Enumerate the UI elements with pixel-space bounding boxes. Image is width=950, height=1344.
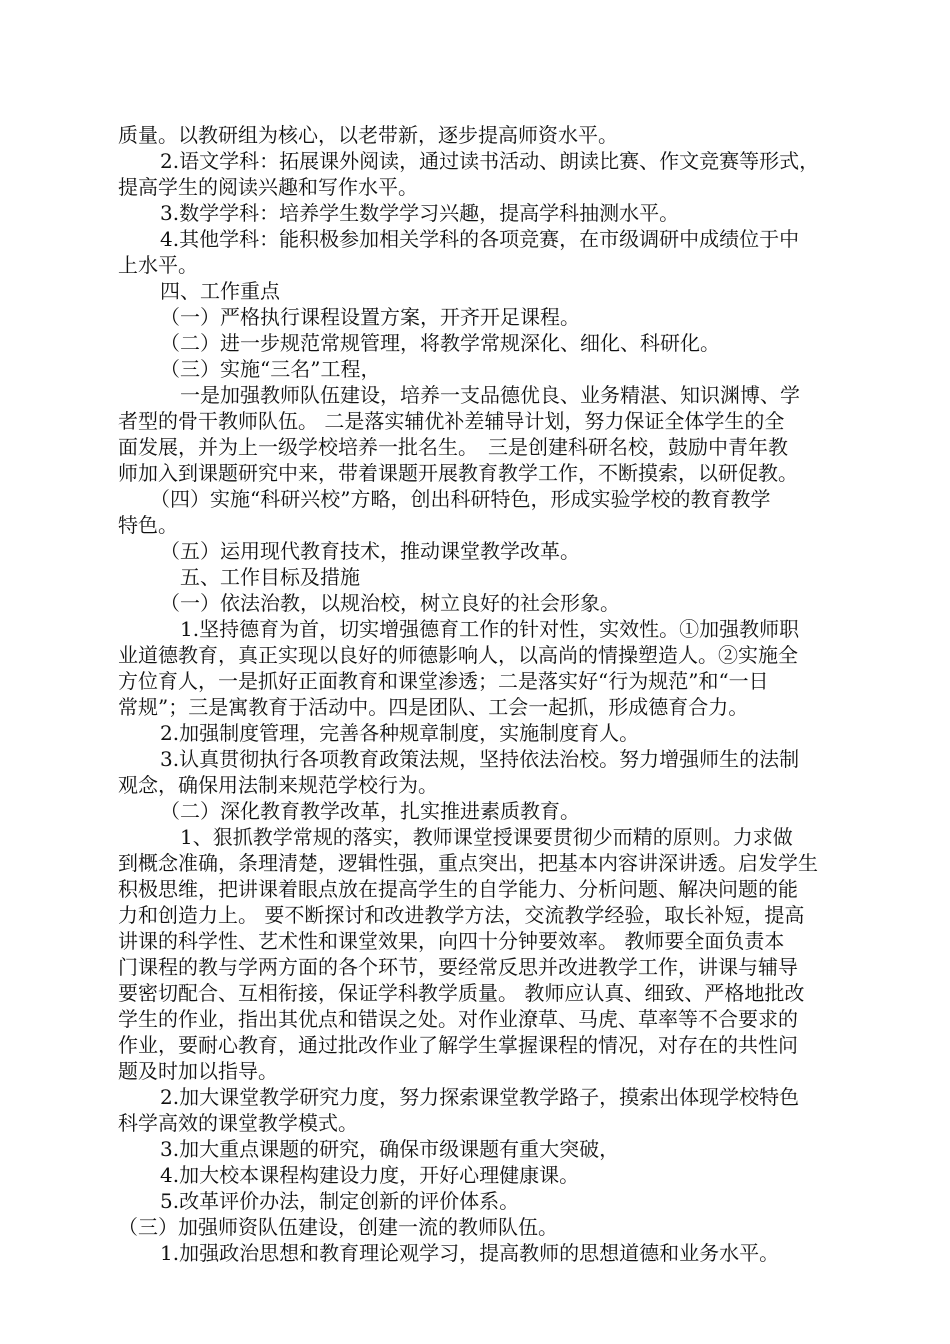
text-line: 5.改革评价办法，制定创新的评价体系。 [160,1189,520,1213]
text-line: 门课程的教与学两方面的各个环节，要经常反思并改进教学工作，讲课与辅导 [118,955,798,979]
section-heading: 五、工作目标及措施 [180,565,360,589]
text-line: 作业，要耐心教育，通过批改作业了解学生掌握课程的情况，对存在的共性问 [118,1033,798,1057]
section-heading: 四、工作重点 [160,279,280,303]
text-line: （一）依法治教，以规治校，树立良好的社会形象。 [160,591,620,615]
text-line: 1、狠抓教学常规的落实，教师课堂授课要贯彻少而精的原则。力求做 [180,825,793,849]
text-line: 学生的作业，指出其优点和错误之处。对作业潦草、马虎、草率等不合要求的 [118,1007,798,1031]
text-line: 提高学生的阅读兴趣和写作水平。 [118,175,418,199]
text-line: 观念，确保用法制来规范学校行为。 [118,773,438,797]
text-line: （三）实施“三名”工程， [160,357,381,381]
text-line: （二）深化教育教学改革，扎实推进素质教育。 [160,799,580,823]
text-line: 3.数学学科：培养学生数学学习兴趣，提高学科抽测水平。 [160,201,680,225]
text-line: 2.加强制度管理，完善各种规章制度，实施制度育人。 [160,721,640,745]
text-line: 4.加大校本课程构建设力度，开好心理健康课。 [160,1163,580,1187]
text-line: 要密切配合、互相衔接，保证学科教学质量。 教师应认真、细致、严格地批改 [118,981,805,1005]
text-line: （一）严格执行课程设置方案，开齐开足课程。 [160,305,580,329]
text-line: 3.认真贯彻执行各项教育政策法规，坚持依法治校。努力增强师生的法制 [160,747,800,771]
text-line: 上水平。 [118,253,198,277]
text-line: （三）加强师资队伍建设，创建一流的教师队伍。 [118,1215,558,1239]
text-line: 常规”；三是寓教育于活动中。四是团队、工会一起抓，形成德育合力。 [118,695,749,719]
text-line: 2.加大课堂教学研究力度，努力探索课堂教学路子，摸索出体现学校特色 [160,1085,800,1109]
text-line: 面发展，并为上一级学校培养一批名生。 三是创建科研名校，鼓励中青年教 [118,435,788,459]
text-line: 4.其他学科：能积极参加相关学科的各项竞赛，在市级调研中成绩位于中 [160,227,800,251]
text-line: （二）进一步规范常规管理，将教学常规深化、细化、科研化。 [160,331,720,355]
text-line: 1.坚持德育为首，切实增强德育工作的针对性，实效性。①加强教师职 [180,617,800,641]
text-line: 科学高效的课堂教学模式。 [118,1111,358,1135]
text-line: 者型的骨干教师队伍。 二是落实辅优补差辅导计划，努力保证全体学生的全 [118,409,785,433]
text-line: 质量。以教研组为核心，以老带新，逐步提高师资水平。 [118,123,618,147]
text-line: 力和创造力上。 要不断探讨和改进教学方法，交流教学经验，取长补短，提高 [118,903,805,927]
text-line: 2.语文学科：拓展课外阅读，通过读书活动、朗读比赛、作文竞赛等形式， [160,149,820,173]
text-line: （五）运用现代教育技术，推动课堂教学改革。 [160,539,580,563]
text-line: 积极思维，把讲课着眼点放在提高学生的自学能力、分析问题、解决问题的能 [118,877,798,901]
text-line: （四）实施“科研兴校”方略，创出科研特色，形成实验学校的教育教学 [150,487,771,511]
text-line: 题及时加以指导。 [118,1059,278,1083]
text-line: 3.加大重点课题的研究，确保市级课题有重大突破， [160,1137,620,1161]
text-line: 一是加强教师队伍建设，培养一支品德优良、业务精湛、知识渊博、学 [180,383,800,407]
text-line: 师加入到课题研究中来，带着课题开展教育教学工作，不断摸索，以研促教。 [118,461,798,485]
text-line: 讲课的科学性、艺术性和课堂效果，向四十分钟要效率。 教师要全面负责本 [118,929,785,953]
text-line: 方位育人，一是抓好正面教育和课堂渗透；二是落实好“行为规范”和“一日 [118,669,769,693]
text-line: 1.加强政治思想和教育理论观学习，提高教师的思想道德和业务水平。 [160,1241,780,1265]
text-line: 特色。 [118,513,178,537]
text-line: 到概念准确，条理清楚，逻辑性强，重点突出，把基本内容讲深讲透。启发学生 [118,851,818,875]
text-line: 业道德教育，真正实现以良好的师德影响人，以高尚的情操塑造人。②实施全 [118,643,798,667]
